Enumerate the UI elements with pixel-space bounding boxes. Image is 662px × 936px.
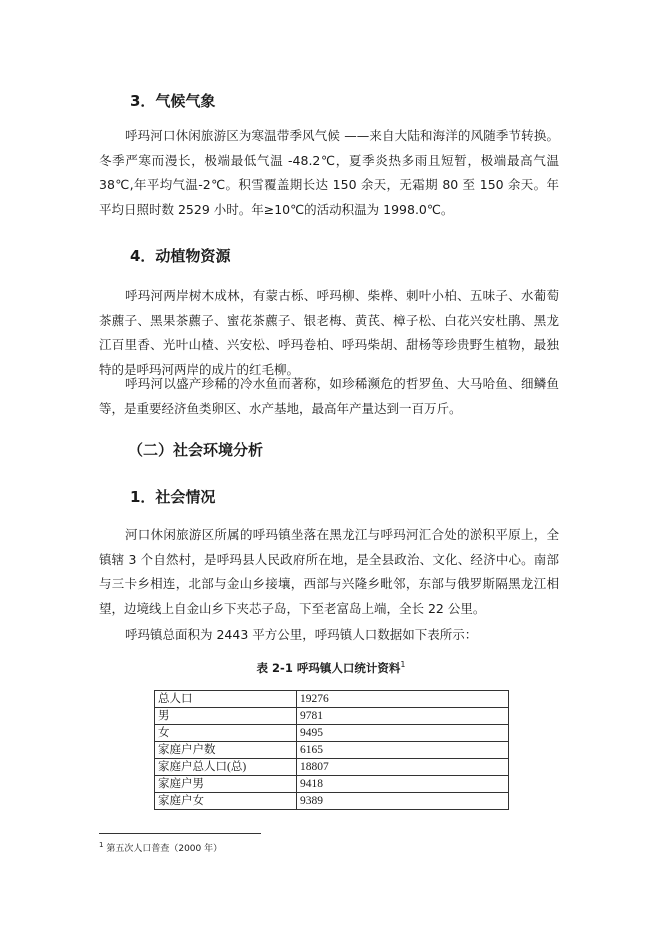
table-row [155, 725, 509, 742]
heading-flora-fauna: 4．动植物资源 [130, 247, 231, 265]
population-table [154, 690, 509, 810]
paragraph-fauna: 呼玛河以盛产珍稀的冷水鱼而著称，如珍稀濒危的哲罗鱼、大马哈鱼、细鳞鱼等，是重要经济鱼类卵区、水产基地，最高年产量达到一百万斤。 [99, 376, 559, 416]
table-row [155, 708, 509, 725]
row-label: 男 [155, 708, 297, 725]
row-label: 女 [155, 725, 297, 742]
paragraph-social: 河口休闲旅游区所属的呼玛镇坐落在黑龙江与呼玛河汇合处的淤积平原上，全镇辖 3 个自然村，是呼玛县人民政府所在地，是全县政治、文化、经济中心。南部与三卡乡相连，北部与金山乡接壤，西部与兴隆乡毗邻，东部与俄罗斯隔黑龙江相望，边境线上自金山乡下夹芯子岛，下至老富岛上端，全长 22 公里。 [99, 527, 559, 616]
row-value: 6165 [297, 742, 509, 759]
heading-social-environment: （二）社会环境分析 [128, 441, 264, 459]
table-row [155, 793, 509, 810]
row-label: 总人口 [155, 691, 297, 708]
row-value: 9495 [297, 725, 509, 742]
heading-climate: 3．气候气象 [130, 92, 216, 110]
table-row [155, 759, 509, 776]
row-value: 9389 [297, 793, 509, 810]
row-label: 家庭户女 [155, 793, 297, 810]
table-row [155, 691, 509, 708]
heading-social-situation: 1．社会情况 [130, 488, 216, 506]
table-caption-text: 表 2-1 呼玛镇人口统计资料 [256, 661, 401, 675]
table-row [155, 776, 509, 793]
footnote-divider [99, 833, 261, 834]
row-label: 家庭户户数 [155, 742, 297, 759]
row-value: 9781 [297, 708, 509, 725]
table-caption [0, 660, 662, 676]
paragraph-area: 呼玛镇总面积为 2443 平方公里，呼玛镇人口数据如下表所示： [125, 627, 478, 642]
footnote-text: 第五次人口普查（2000 年） [106, 844, 223, 854]
footnote [99, 841, 222, 854]
row-value: 19276 [297, 691, 509, 708]
row-value: 18807 [297, 759, 509, 776]
paragraph-flora: 呼玛河两岸树木成林，有蒙古栎、呼玛柳、柴桦、刺叶小柏、五味子、水葡萄茶藨子、黑果茶藨子、蜜花茶藨子、银老梅、黄芪、樟子松、白花兴安杜鹃、黑龙江百里香、光叶山楂、兴安松、呼玛卷柏、呼玛柴胡、甜杨等珍贵野生植物，最独特的是呼玛河两岸的成片的红毛柳。 [99, 288, 559, 377]
row-value: 9418 [297, 776, 509, 793]
row-label: 家庭户总人口(总) [155, 759, 297, 776]
row-label: 家庭户男 [155, 776, 297, 793]
paragraph-climate: 呼玛河口休闲旅游区为寒温带季风气候 ——来自大陆和海洋的风随季节转换。冬季严寒而漫长，极端最低气温 -48.2℃，夏季炎热多雨且短暂，极端最高气温 38℃,年平均气温-2℃。积雪覆盖期长达 150 余天，无霜期 80 至 150 余天。年平均日照时数 2529 小时。年≥10℃的活动积温为 1998.0℃。 [99, 128, 559, 217]
footnote-marker: 1 [400, 660, 406, 670]
table-row [155, 742, 509, 759]
footnote-number: 1 [99, 841, 104, 849]
